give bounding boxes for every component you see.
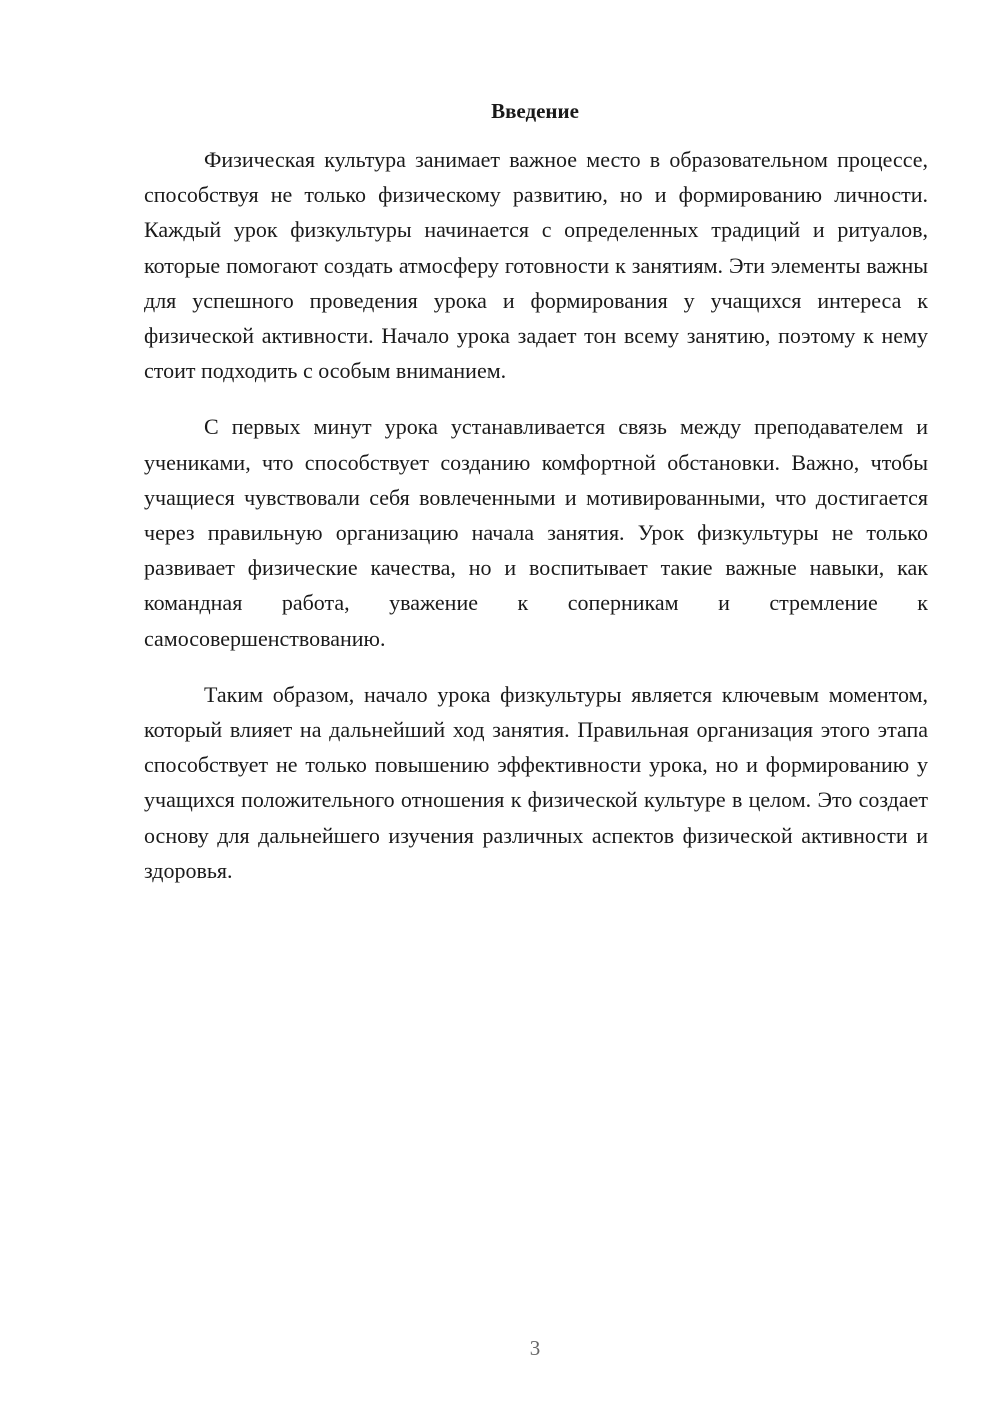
body-text (144, 142, 928, 909)
page-number: 3 (529, 1336, 541, 1360)
paragraph: Физическая культура занимает важное место в образовательном процессе, способствуя не только физическому развитию, но и формированию личности. Каждый урок физкультуры начинается с определенных традиций и ритуалов, которые помогают создать атмосферу готовности к занятиям. Эти элементы важны для успешного проведения урока и формирования у учащихся интереса к физической активности. Начало урока задает тон всему занятию, поэтому к нему стоит подходить с особым вниманием. (144, 147, 928, 384)
paragraph: С первых минут урока устанавливается связь между преподавателем и учениками, что способствует созданию комфортной обстановки. Важно, чтобы учащиеся чувствовали себя вовлеченными и мотивированными, что достигается через правильную организацию начала занятия. Урок физкультуры не только развивает физические качества, но и воспитывает такие важные навыки, как командная работа, уважение к соперникам и стремление к самосовершенствованию. (144, 414, 928, 651)
section-heading: Введение (491, 99, 579, 123)
paragraph: Таким образом, начало урока физкультуры является ключевым моментом, который влияет на дальнейший ход занятия. Правильная организация этого этапа способствует не только повышению эффективности урока, но и формированию у учащихся положительного отношения к физической культуре в целом. Это создает основу для дальнейшего изучения различных аспектов физической активности и здоровья. (144, 681, 928, 883)
